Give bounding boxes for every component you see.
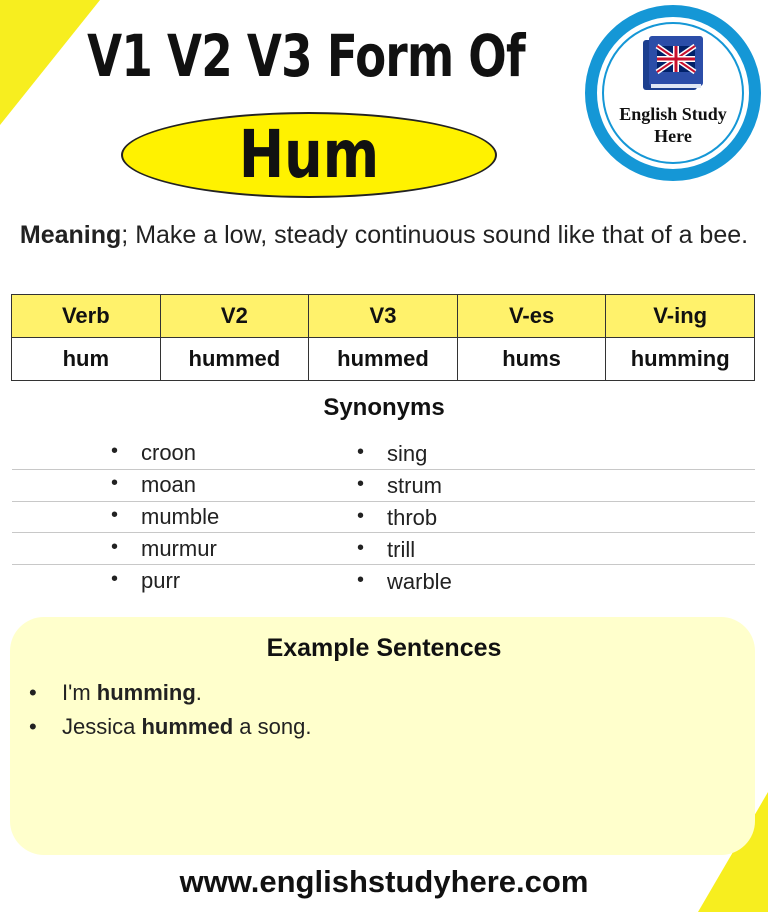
synonym-item: • moan <box>111 472 197 497</box>
synonym-text: sing <box>387 441 428 466</box>
meaning-text <box>10 216 758 254</box>
table-value-row <box>12 338 755 381</box>
book-flag-icon <box>641 34 707 94</box>
synonym-item: • throb <box>357 505 438 530</box>
value-v3: hummed <box>309 338 458 381</box>
synonym-item: • strum <box>357 473 442 498</box>
example-text-after: a song. <box>233 714 312 739</box>
synonym-item: • sing <box>357 441 428 466</box>
synonym-text: throb <box>387 505 438 530</box>
meaning-separator: ; <box>121 221 129 249</box>
logo-text-line1: English Study <box>619 104 727 124</box>
synonym-item: • warble <box>357 569 452 594</box>
value-verb: hum <box>12 338 161 381</box>
example-verb-bold: humming <box>96 680 196 705</box>
synonym-text: strum <box>387 473 442 498</box>
meaning-definition: Make a low, steady continuous sound like that of a bee. <box>128 221 749 249</box>
synonym-row <box>12 532 755 565</box>
meaning-label: Meaning <box>19 221 122 249</box>
header-v2: V2 <box>160 295 309 338</box>
value-v-ing: humming <box>606 338 755 381</box>
verb-heading: Hum <box>238 116 380 193</box>
synonym-text: moan <box>141 472 197 497</box>
value-v2: hummed <box>160 338 309 381</box>
synonym-item: • purr <box>111 568 181 593</box>
header-verb: Verb <box>12 295 161 338</box>
synonym-text: warble <box>387 569 452 594</box>
table-header-row <box>12 295 755 338</box>
synonym-row <box>12 437 755 470</box>
synonym-item: • croon <box>111 440 197 465</box>
synonyms-title: Synonyms <box>323 394 445 421</box>
example-sentence: • I'm humming. <box>29 680 202 705</box>
synonym-text: murmur <box>141 536 217 561</box>
page-title: V1 V2 V3 Form Of <box>87 22 525 90</box>
example-text-before: I'm <box>62 680 97 705</box>
synonym-text: croon <box>141 440 197 465</box>
synonym-item: • trill <box>357 537 416 562</box>
synonym-text: purr <box>141 568 181 593</box>
synonym-text: trill <box>387 537 416 562</box>
example-sentence: • Jessica hummed a song. <box>29 714 312 739</box>
example-text-before: Jessica <box>62 714 142 739</box>
example-verb-bold: hummed <box>141 714 234 739</box>
synonym-row <box>12 469 755 502</box>
header-v-ing: V-ing <box>606 295 755 338</box>
synonym-item: • mumble <box>111 504 220 529</box>
value-v-es: hums <box>457 338 606 381</box>
synonym-text: mumble <box>141 504 220 529</box>
header-v3: V3 <box>309 295 458 338</box>
logo-text <box>602 103 744 147</box>
logo-text-line2: Here <box>654 126 692 146</box>
example-text-after: . <box>195 680 202 705</box>
website-url: www.englishstudyhere.com <box>179 864 589 899</box>
example-sentences-title: Example Sentences <box>266 634 502 662</box>
synonym-row <box>12 500 755 533</box>
header-v-es: V-es <box>457 295 606 338</box>
synonym-item: • murmur <box>111 536 217 561</box>
verb-forms-table <box>11 294 755 381</box>
